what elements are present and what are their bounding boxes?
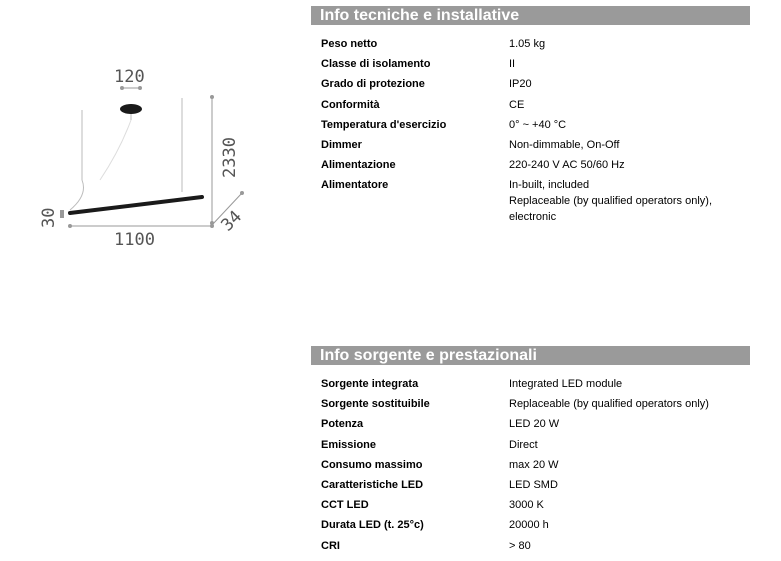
- spec-value: II: [509, 58, 516, 71]
- spec-row: [321, 76, 741, 96]
- dim-length: 1100: [114, 230, 155, 250]
- spec-value: LED SMD: [509, 478, 558, 491]
- spec-row: [321, 477, 741, 497]
- spec-row: [321, 36, 741, 56]
- product-dimension-drawing: [30, 60, 260, 260]
- lamp-diagram-svg: [30, 60, 260, 260]
- lamp-profile: [70, 197, 202, 213]
- spec-row: [321, 56, 741, 76]
- dim-dot: [240, 191, 244, 195]
- dim-dot: [210, 95, 214, 99]
- spec-label: Alimentazione: [321, 159, 396, 172]
- spec-row: [321, 137, 741, 157]
- spec-row: [321, 497, 741, 517]
- spec-value: CE: [509, 98, 525, 111]
- spec-label: CCT LED: [321, 499, 369, 512]
- spec-label: Conformità: [321, 98, 380, 111]
- dim-profile-height: 30: [39, 207, 59, 228]
- source-spec-table: [321, 376, 741, 558]
- spec-label: Potenza: [321, 418, 364, 431]
- spec-row: [321, 538, 741, 558]
- technical-spec-table: [321, 36, 741, 229]
- dim-dot: [68, 224, 72, 228]
- spec-label: Emissione: [321, 438, 377, 451]
- spec-row: [321, 437, 741, 457]
- spec-row: [321, 177, 741, 229]
- spec-row: [321, 416, 741, 436]
- spec-value: LED 20 W: [509, 418, 560, 431]
- spec-label: Alimentatore: [321, 179, 389, 192]
- spec-value: max 20 W: [509, 458, 559, 471]
- spec-label: Temperatura d'esercizio: [321, 118, 447, 131]
- spec-value: IP20: [509, 78, 532, 91]
- spec-value-multiline: [509, 177, 712, 225]
- dim-canopy-diameter: 120: [114, 67, 145, 87]
- spec-label: Dimmer: [321, 138, 362, 151]
- spec-row: [321, 396, 741, 416]
- canopy: [120, 104, 142, 114]
- spec-value: Integrated LED module: [509, 378, 623, 390]
- spec-value: Replaceable (by qualified operators only): [509, 398, 709, 411]
- spec-value-line: electronic: [509, 211, 557, 224]
- spec-label: Peso netto: [321, 38, 378, 50]
- spec-label: Sorgente integrata: [321, 378, 419, 390]
- spec-value: 1.05 kg: [509, 38, 546, 50]
- spec-row: [321, 97, 741, 117]
- dim-depth: 34: [217, 206, 247, 236]
- spec-row: [321, 376, 741, 396]
- spec-value: 3000 K: [509, 499, 544, 512]
- spec-value: > 80: [509, 539, 531, 552]
- cable: [70, 110, 84, 210]
- spec-value-line: In-built, included: [509, 179, 590, 192]
- technical-section-header: Info tecniche e installative: [311, 6, 750, 25]
- spec-label: Sorgente sostituibile: [321, 398, 430, 411]
- cable: [100, 120, 131, 180]
- spec-value-line: Replaceable (by qualified operators only),: [509, 195, 713, 208]
- spec-label: Consumo massimo: [321, 458, 423, 471]
- source-section-header: Info sorgente e prestazionali: [311, 346, 750, 365]
- profile-marker: [60, 210, 64, 218]
- spec-label: Durata LED (t. 25°c): [321, 519, 424, 532]
- spec-label: Caratteristiche LED: [321, 478, 424, 491]
- spec-row: [321, 517, 741, 537]
- spec-value: 220-240 V AC 50/60 Hz: [509, 159, 625, 172]
- spec-value: Direct: [509, 438, 538, 451]
- spec-row: [321, 117, 741, 137]
- spec-value: 20000 h: [509, 519, 549, 532]
- spec-label: CRI: [321, 539, 340, 552]
- spec-label: Grado di protezione: [321, 78, 425, 91]
- spec-row: [321, 457, 741, 477]
- spec-value: Non-dimmable, On-Off: [509, 138, 620, 151]
- spec-row: [321, 157, 741, 177]
- spec-label: Classe di isolamento: [321, 58, 431, 71]
- spec-value: 0° ~ +40 °C: [509, 118, 567, 131]
- dim-height: 2330: [220, 137, 240, 178]
